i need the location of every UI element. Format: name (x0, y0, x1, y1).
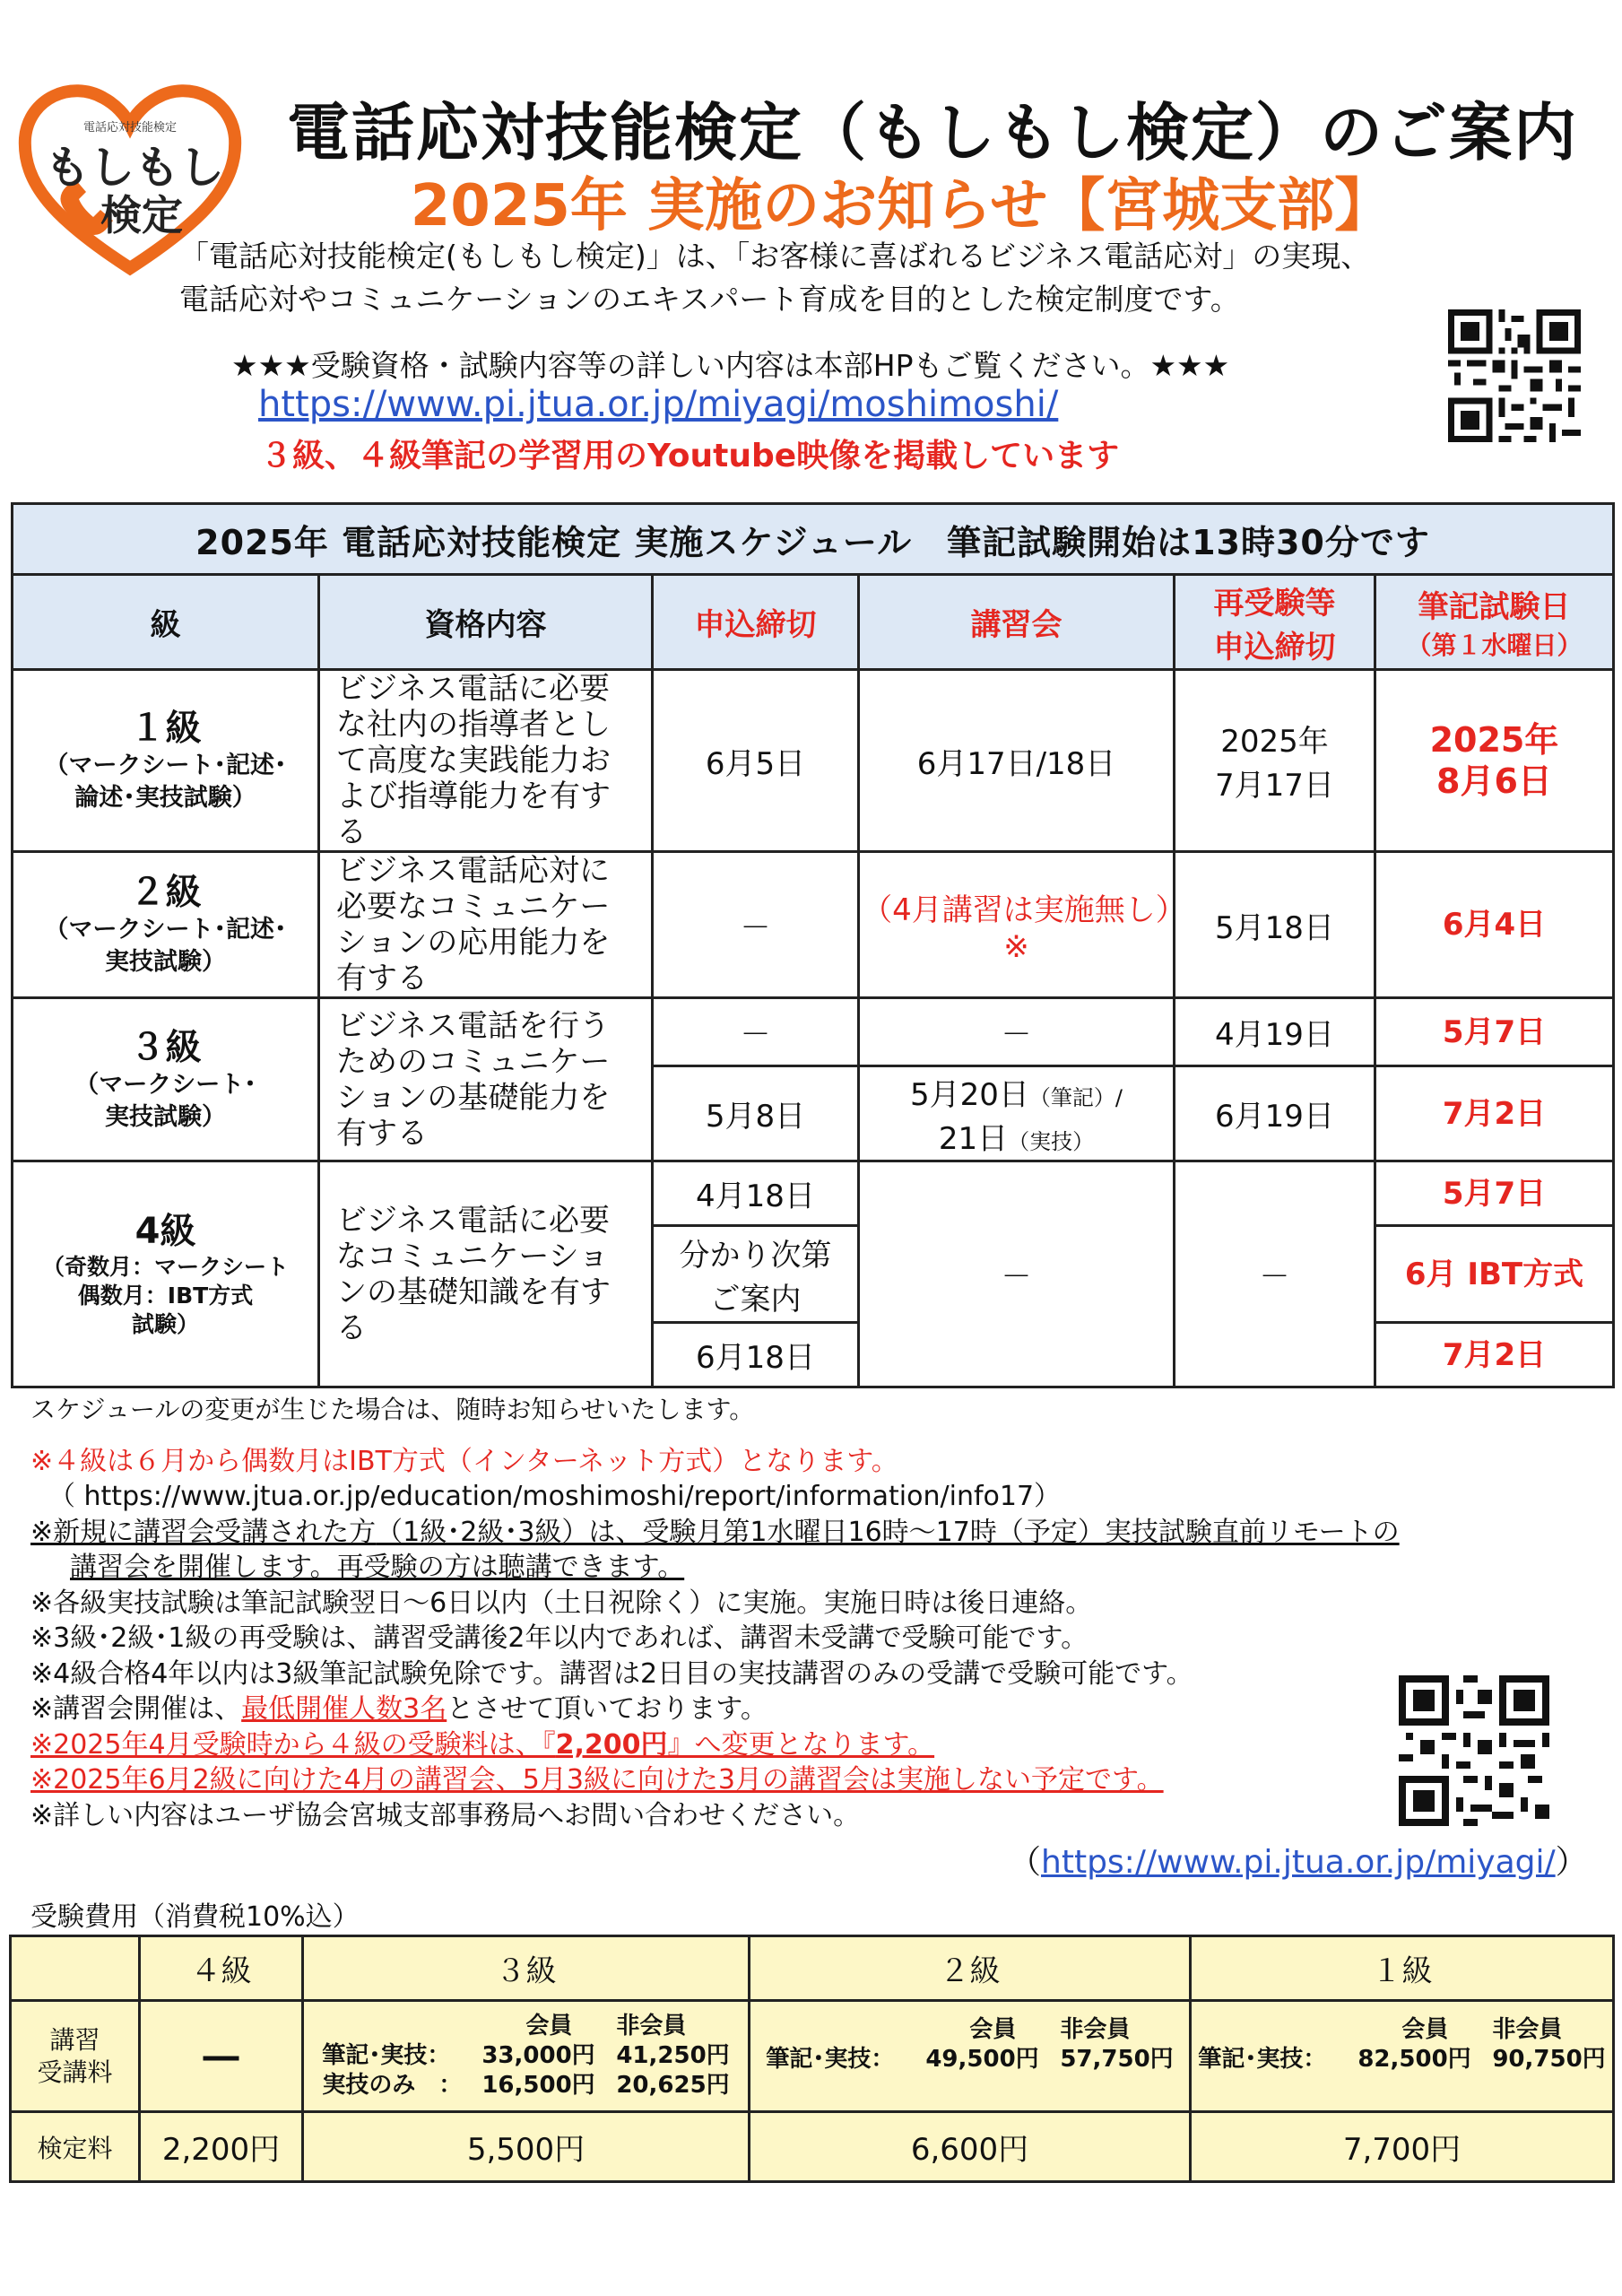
note-fee-c: 』へ変更となります。 (667, 1728, 935, 1761)
fee-header-g1: １級 (1191, 1936, 1614, 2001)
fee-g3-member2: 16,500円 (481, 2072, 595, 2099)
grade2-exam: 6月4日 (1375, 852, 1614, 998)
grade2-desc: ビジネス電話応対に必要なコミュニケーションの応用能力を有する (319, 852, 653, 998)
fee-g2-non1: 57,750円 (1060, 2045, 1174, 2073)
grade4-name: 4級 (134, 1210, 196, 1252)
fee-g3-nonmember-head: 非会員 (616, 2013, 687, 2039)
header-grade: 級 (13, 575, 319, 670)
grade4-exam-2: 6月 IBT方式 (1375, 1226, 1614, 1323)
fee-header-g2: ２級 (750, 1936, 1191, 2001)
grade2-note-2: 実技試験） (105, 948, 226, 976)
grade2-name: ２級 (129, 872, 202, 913)
fee-g1-seminar (1191, 2001, 1614, 2112)
grade2-note-1: （マークシート･記述･ (44, 916, 287, 944)
note-fee-a: ※2025年4月受験時から４級の受験料は、『 (30, 1728, 556, 1761)
header-seminar: 講習会 (859, 575, 1175, 670)
table-row (13, 852, 1614, 998)
note-min-c: とさせて頂いております。 (447, 1693, 768, 1725)
grade3-deadline-1: － (653, 998, 859, 1066)
grade2-retake: 5月18日 (1175, 852, 1375, 998)
schedule-table (11, 502, 1615, 1388)
grade4-exam-3: 7月2日 (1375, 1323, 1614, 1387)
page-subtitle: 2025年 実施のお知らせ【宮城支部】 (410, 173, 1392, 239)
grade1-retake-1: 2025年 (1220, 724, 1329, 760)
note-remote-b: （1級･2級･3級）は、受験月第1水曜日16時～17時（予定）実技試験直前リモートの (376, 1516, 1400, 1548)
note-remote-c-text: 講習会を開催します。再受験の方は聴講できます。 (70, 1552, 685, 1583)
grade4-desc: ビジネス電話に必要なコミュニケーションの基礎知識を有する (319, 1161, 653, 1387)
header-exam-line2: （第１水曜日） (1406, 631, 1583, 660)
grade4-retake: － (1175, 1161, 1375, 1387)
fee-g3-label1: 筆記･実技： (322, 2042, 451, 2069)
fee-g3-seminar (303, 2001, 750, 2112)
grade3-note-2: 実技試験） (105, 1102, 226, 1131)
note-remote-seminar (30, 1515, 1555, 1551)
link-close-paren: ） (1555, 1844, 1588, 1881)
grade3-cell (13, 998, 319, 1161)
grade1-cell (13, 670, 319, 852)
intro-line-2: 電話応対やコミュニケーションのエキスパート育成を目的とした検定制度です。 (179, 282, 1240, 317)
grade4-note-3: 試験） (131, 1310, 199, 1337)
table-row (11, 2001, 1614, 2112)
grade4-note-2: 偶数月：IBT方式 (77, 1282, 254, 1309)
grade1-desc: ビジネス電話に必要な社内の指導者として高度な実践能力および指導能力を有する (319, 670, 653, 852)
note-min-people (30, 1692, 1555, 1727)
table-row (13, 670, 1614, 852)
link-open-paren: （ (1009, 1844, 1042, 1881)
fee-g3-non1: 41,250円 (616, 2042, 730, 2069)
page-title: 電話応対技能検定（もしもし検定）のご案内 (287, 96, 1578, 170)
notes-section (30, 1392, 1555, 1833)
fee-g1-label1: 筆記･実技： (1198, 2045, 1327, 2073)
note-practical: ※各級実技試験は筆記試験翌日～6日以内（土日祝除く）に実施。実施日時は後日連絡。 (30, 1587, 1093, 1619)
note-ibt-link[interactable]: （ https://www.jtua.or.jp/education/moshimoshi/report/information/info17） (48, 1481, 1062, 1512)
table-row (13, 1161, 1614, 1226)
grade4-cell (13, 1161, 319, 1387)
fee-g1-non1: 90,750円 (1492, 2045, 1606, 2073)
note-exemption: ※4級合格4年以内は3級筆記試験免除です。講習は2日目の実技講習のみの受講で受験可能です。 (30, 1657, 1193, 1690)
header-retake-line1: 再受験等 (1213, 585, 1336, 622)
qr-code-icon (1448, 309, 1581, 442)
intro-text (179, 235, 1453, 321)
grade3-seminar-tag2: （実技） (1008, 1128, 1095, 1154)
header-exam-line1: 筆記試験日 (1418, 589, 1571, 625)
grade4-seminar: － (859, 1161, 1175, 1387)
grade4-deadline-3: 6月18日 (653, 1323, 859, 1387)
note-retake: ※3級･2級･1級の再受験は、講習受講後2年以内であれば、講習未受講で受験可能です。 (30, 1622, 1089, 1654)
fee-g3-label2: 実技のみ ： (322, 2072, 463, 2099)
grade1-note-2: 論述･実技試験） (74, 784, 256, 812)
fee-header-empty (11, 1936, 140, 2001)
grade2-seminar: （4月講習は実施無し）※ (859, 852, 1175, 998)
fee-caption: 受験費用（消費税10%込） (30, 1901, 360, 1933)
note-min-a: ※講習会開催は、 (30, 1693, 242, 1725)
header-deadline: 申込締切 (653, 575, 859, 670)
fee-seminar-label-1: 講習 (49, 2024, 100, 2055)
header-content: 資格内容 (319, 575, 653, 670)
grade4-note-1: （奇数月：マークシート (41, 1253, 289, 1280)
qr-code-icon (1399, 1675, 1549, 1826)
fee-g2-member1: 49,500円 (925, 2045, 1039, 2073)
note-schedule-change: スケジュールの変更が生じた場合は、随時お知らせいたします。 (30, 1395, 755, 1424)
grade1-exam-1: 2025年 (1429, 720, 1559, 760)
fee-g3-non2: 20,625円 (616, 2072, 730, 2099)
hp-notice: ★★★受験資格・試験内容等の詳しい内容は本部HPもご覧ください。★★★ (231, 348, 1230, 383)
grade3-retake-2: 6月19日 (1175, 1066, 1375, 1161)
grade2-cell (13, 852, 319, 998)
note-min-b: 最低開催人数3名 (241, 1693, 447, 1725)
fee-seminar-label (11, 2001, 140, 2112)
grade3-retake-1: 4月19日 (1175, 998, 1375, 1066)
fee-g2-member-head: 会員 (969, 2015, 1017, 2043)
note-fee-b: 2,200円 (555, 1728, 668, 1761)
note-remote-a: ※新規に講習会受講された方 (30, 1516, 377, 1548)
logo-line1: もしもし (45, 142, 224, 194)
grade4-deadline-2-line2: ご案内 (709, 1281, 802, 1318)
fee-g2-label1: 筆記･実技： (766, 2045, 895, 2073)
fee-g1-member-head: 会員 (1401, 2015, 1449, 2043)
grade3-name: ３級 (129, 1026, 202, 1068)
grade1-exam-2: 8月6日 (1436, 761, 1552, 801)
fee-g1-nonmember-head: 非会員 (1492, 2015, 1563, 2043)
note-remote-c (30, 1550, 1555, 1586)
note-ibt: ※４級は６月から偶数月はIBT方式（インターネット方式）となります。 (30, 1445, 898, 1477)
grade1-exam (1375, 670, 1614, 852)
fee-g1-member1: 82,500円 (1357, 2045, 1471, 2073)
fee-exam-g3: 5,500円 (303, 2112, 750, 2182)
fee-exam-label: 検定料 (11, 2112, 140, 2182)
grade3-desc: ビジネス電話を行うためのコミュニケーションの基礎能力を有する (319, 998, 653, 1161)
logo-line2: 検定 (100, 191, 183, 239)
fee-g3-member-head: 会員 (525, 2013, 573, 2039)
grade1-deadline: 6月5日 (653, 670, 859, 852)
grade4-deadline-2 (653, 1226, 859, 1323)
fee-header-g4: ４級 (140, 1936, 303, 2001)
grade3-seminar-2 (859, 1066, 1175, 1161)
fee-table (9, 1935, 1615, 2183)
grade4-deadline-2-line1: 分かり次第 (679, 1237, 832, 1274)
header-retake-line2: 申込締切 (1213, 629, 1336, 665)
grade3-deadline-2: 5月8日 (653, 1066, 859, 1161)
note-no-seminar: ※2025年6月2級に向けた4月の講習会、5月3級に向けた3月の講習会は実施しない予定です。 (30, 1764, 1164, 1796)
grade1-retake (1175, 670, 1375, 852)
fee-g4-seminar: ― (140, 2001, 303, 2112)
header-retake (1175, 575, 1375, 670)
fee-header-g3: ３級 (303, 1936, 750, 2001)
grade3-exam-1: 5月7日 (1375, 998, 1614, 1066)
fee-g3-member1: 33,000円 (481, 2042, 595, 2069)
grade4-deadline-1: 4月18日 (653, 1161, 859, 1226)
grade1-seminar: 6月17日/18日 (859, 670, 1175, 852)
grade1-retake-2: 7月17日 (1215, 768, 1334, 804)
grade4-exam-1: 5月7日 (1375, 1161, 1614, 1226)
grade3-seminar-1: － (859, 998, 1175, 1066)
table-row (11, 2112, 1614, 2182)
fee-seminar-label-2: 受講料 (37, 2057, 113, 2087)
grade1-note-1: （マークシート･記述･ (44, 752, 287, 779)
grade3-seminar-date2: 21日 (938, 1120, 1009, 1157)
support-link-line (1009, 1837, 1588, 1883)
note-fee-change (30, 1727, 1555, 1763)
support-link[interactable]: https://www.pi.jtua.or.jp/miyagi/ (1041, 1844, 1556, 1881)
table-row (13, 998, 1614, 1066)
header-exam (1375, 575, 1614, 670)
fee-exam-g4: 2,200円 (140, 2112, 303, 2182)
hp-link[interactable]: https://www.pi.jtua.or.jp/miyagi/moshimoshi/ (258, 384, 1059, 425)
fee-g2-nonmember-head: 非会員 (1060, 2015, 1131, 2043)
grade3-exam-2: 7月2日 (1375, 1066, 1614, 1161)
grade3-note-1: （マークシート･ (74, 1070, 256, 1099)
note-contact: ※詳しい内容はユーザ協会宮城支部事務局へお問い合わせください。 (30, 1799, 861, 1831)
fee-exam-g1: 7,700円 (1191, 2112, 1614, 2182)
grade1-name: １級 (129, 708, 202, 749)
schedule-title: 2025年 電話応対技能検定 実施スケジュール 筆記試験開始は13時30分です (13, 504, 1614, 575)
fee-g2-seminar (750, 2001, 1191, 2112)
grade2-deadline: － (653, 852, 859, 998)
youtube-note: ３級、４級筆記の学習用のYoutube映像を掲載しています (260, 438, 1120, 474)
fee-exam-g2: 6,600円 (750, 2112, 1191, 2182)
intro-line-1: 「電話応対技能検定(もしもし検定)」は、「お客様に喜ばれるビジネス電話応対」の実現、 (179, 239, 1371, 274)
logo-small-text: 電話応対技能検定 (82, 121, 178, 135)
grade3-seminar-date1: 5月20日 (910, 1076, 1029, 1113)
grade3-seminar-tag1: （筆記）/ (1028, 1084, 1123, 1110)
